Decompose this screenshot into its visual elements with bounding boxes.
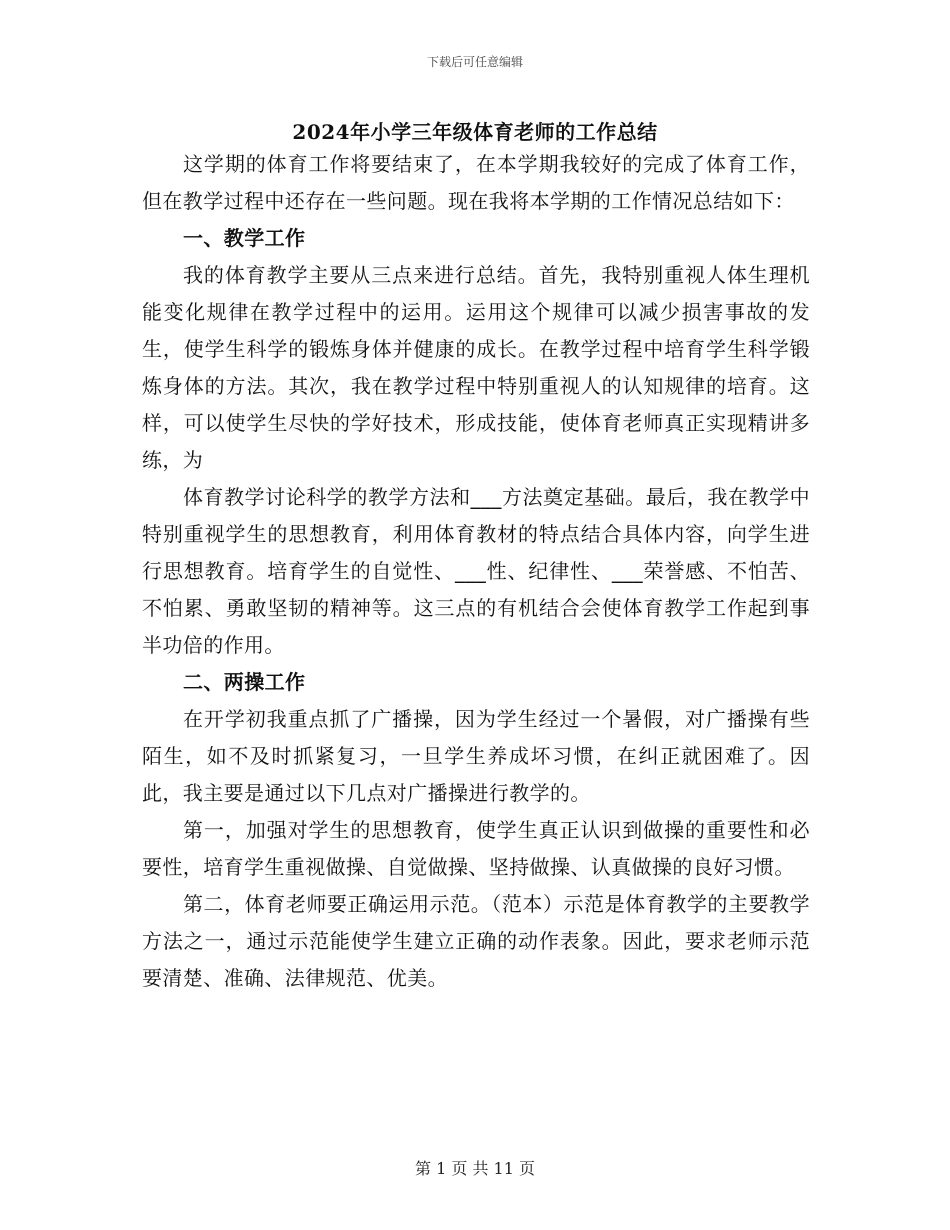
page-number-footer: 第 1 页 共 11 页 (415, 1159, 535, 1178)
exercises-paragraph-1: 在开学初我重点抓了广播操，因为学生经过一个暑假，对广播操有些陌生，如不及时抓紧复习，一旦学生养成坏习惯，在纠正就困难了。因此，我主要是通过以下几点对广播操进行教学的。 (142, 707, 810, 805)
document-body (142, 146, 810, 997)
exercises-paragraph-2: 第一，加强对学生的思想教育，使学生真正认识到做操的重要性和必要性，培育学生重视做操、自觉做操、坚持做操、认真做操的良好习惯。 (142, 818, 810, 879)
teaching-paragraph-2: 体育教学讨论科学的教学方法和___方法奠定基础。最后，我在教学中特别重视学生的思想教育，利用体育教材的特点结合具体内容，向学生进行思想教育。培育学生的自觉性、___性、纪律性、___荣誉感、不怕苦、不怕累、勇敢坚韧的精神等。这三点的有机结合会使体育教学工作起到事半功倍的作用。 (142, 485, 810, 657)
document-title: 2024年小学三年级体育老师的工作总结 (292, 120, 658, 144)
section-heading-exercises: 二、两操工作 (183, 670, 306, 694)
header-note: 下载后可任意编辑 (426, 55, 523, 69)
exercises-paragraph-3: 第二，体育老师要正确运用示范。（范本）示范是体育教学的主要教学方法之一，通过示范能使学生建立正确的动作表象。因此，要求老师示范要清楚、准确、法律规范、优美。 (142, 892, 810, 990)
section-heading-teaching: 一、教学工作 (183, 226, 306, 250)
teaching-paragraph-1: 我的体育教学主要从三点来进行总结。首先，我特别重视人体生理机能变化规律在教学过程中的运用。运用这个规律可以减少损害事故的发生，使学生科学的锻炼身体并健康的成长。在教学过程中培育学生科学锻炼身体的方法。其次，我在教学过程中特别重视人的认知规律的培育。这样，可以使学生尽快的学好技术，形成技能，使体育老师真正实现精讲多练，为 (142, 263, 810, 472)
intro-paragraph: 这学期的体育工作将要结束了，在本学期我较好的完成了体育工作，但在教学过程中还存在一些问题。现在我将本学期的工作情况总结如下： (142, 152, 810, 213)
